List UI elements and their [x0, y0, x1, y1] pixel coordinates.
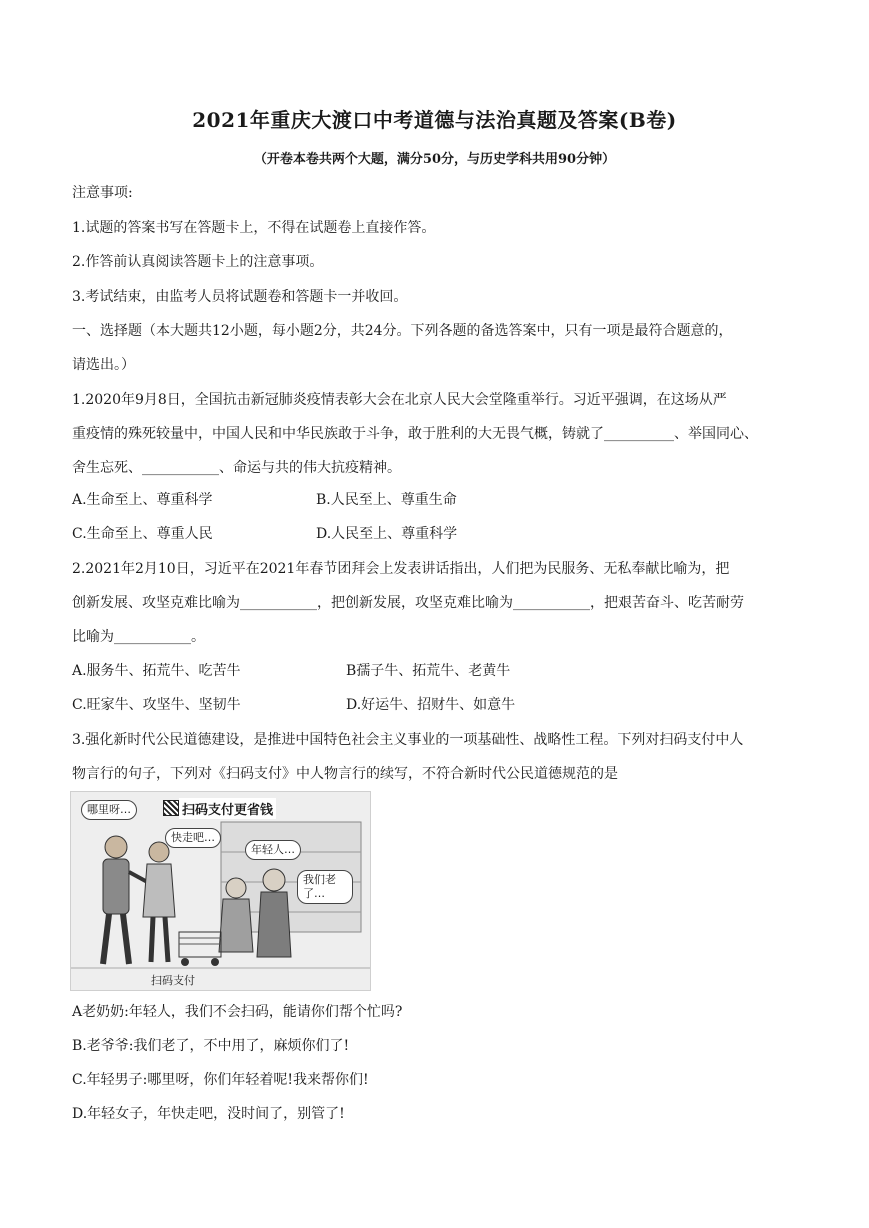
q2-option-a: A.服务牛、拓荒牛、吃苦牛 [72, 663, 241, 679]
document-subtitle: （开卷本卷共两个大题，满分50分，与历史学科共用90分钟） [253, 152, 616, 167]
comic-sign: 扫码支付更省钱 [179, 798, 276, 819]
q3-option-c: C.年轻男子:哪里呀，你们年轻着呢!我来帮你们! [72, 1072, 369, 1088]
q3-option-d: D.年轻女子，年快走吧，没时间了，别管了! [72, 1106, 345, 1122]
q1-stem-line3: 舍生忘死、___________、命运与共的伟大抗疫精神。 [72, 460, 401, 476]
speech-bubble-man: 哪里呀… [81, 800, 137, 820]
comic-caption: 扫码支付 [151, 974, 195, 987]
note-item-1: 1.试题的答案书写在答题卡上，不得在试题卷上直接作答。 [72, 220, 436, 236]
note-item-3: 3.考试结束，由监考人员将试题卷和答题卡一并收回。 [72, 289, 408, 305]
notes-heading: 注意事项: [72, 185, 133, 201]
q3-option-b: B.老爷爷:我们老了，不中用了，麻烦你们了! [72, 1038, 350, 1054]
speech-bubble-old-man-line1: 我们老 [303, 873, 336, 886]
speech-bubble-woman: 快走吧… [165, 828, 221, 848]
q1-option-d: D.人民至上、尊重科学 [316, 526, 458, 542]
q2-stem-line3: 比喻为___________。 [72, 629, 205, 645]
document-title: 2021年重庆大渡口中考道德与法治真题及答案(B卷) [192, 108, 677, 132]
speech-bubble-old-man-line2: 了… [303, 887, 325, 900]
q2-option-c: C.旺家牛、攻坚牛、坚韧牛 [72, 697, 241, 713]
q1-option-c: C.生命至上、尊重人民 [72, 526, 213, 542]
q2-stem-line2: 创新发展、攻坚克难比喻为___________，把创新发展，攻坚克难比喻为___________，把艰苦奋斗、吃苦耐劳 [72, 595, 744, 611]
note-item-2: 2.作答前认真阅读答题卡上的注意事项。 [72, 254, 324, 270]
q3-option-a: A老奶奶:年轻人，我们不会扫码，能请你们帮个忙吗? [72, 1004, 403, 1020]
q1-stem-line2: 重疫情的殊死较量中，中国人民和中华民族敢于斗争，敢于胜利的大无畏气概，铸就了__________、举国同心、 [72, 426, 758, 442]
q3-stem-line1: 3.强化新时代公民道德建设，是推进中国特色社会主义事业的一项基础性、战略性工程。下列对扫码支付中人 [72, 732, 744, 748]
q3-stem-line2: 物言行的句子，下列对《扫码支付》中人物言行的续写，不符合新时代公民道德规范的是 [72, 766, 618, 782]
q1-option-a: A.生命至上、尊重科学 [72, 492, 213, 508]
speech-bubble-old-man [297, 870, 353, 904]
q2-stem-line1: 2.2021年2月10日，习近平在2021年春节团拜会上发表讲话指出，人们把为民服务、无私奉献比喻为，把 [72, 561, 730, 577]
q2-option-d: D.好运牛、招财牛、如意牛 [346, 697, 516, 713]
q2-option-b: B孺子牛、拓荒牛、老黄牛 [346, 663, 511, 679]
scan-payment-comic [70, 791, 371, 991]
section-heading-line1: 一、选择题（本大题共12小题，每小题2分，共24分。下列各题的备选答案中，只有一项是最符合题意的， [72, 323, 733, 339]
qr-code-icon [163, 800, 179, 816]
q1-stem-line1: 1.2020年9月8日，全国抗击新冠肺炎疫情表彰大会在北京人民大会堂隆重举行。习近平强调，在这场从严 [72, 392, 727, 408]
q1-option-b: B.人民至上、尊重生命 [316, 492, 457, 508]
section-heading-line2: 请选出。） [72, 357, 135, 373]
speech-bubble-old-woman: 年轻人… [245, 840, 301, 860]
